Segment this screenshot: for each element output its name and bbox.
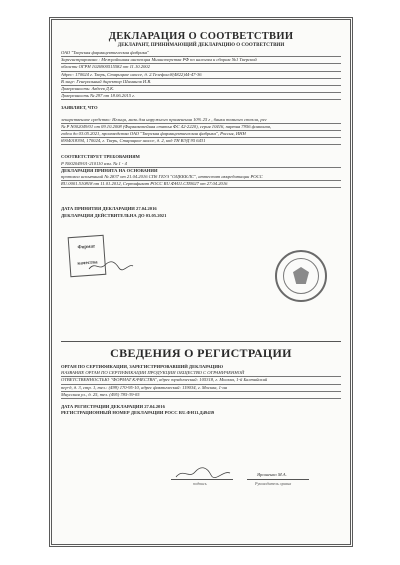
head-caption: Руководитель органа [255,481,292,486]
statement-line: годен до 03.05.2021, производства ОАО "Тверская фармацевтическая фабрика", Россия, ИНН [61,131,341,138]
registration-line: ОРГАН ПО СЕРТИФИКАЦИИ, ЗАРЕГИСТРИРОВАВШИЙ ДЕКЛАРАЦИЮ [61,364,224,369]
applicant-block [61,50,341,100]
head-signature [173,466,233,480]
eagle-emblem-icon [293,267,309,284]
name-line [247,479,309,480]
applicant-line: области ОГРН 1026900515582 от 11.10.2002 [61,64,341,71]
statement-label: ЗАЯВЛЯЕТ, ЧТО [61,105,98,111]
applicant-line: ОАО "Тверская фармацевтическая фабрика" [61,50,341,57]
applicant-line: Зарегистрировано : Межрайонная инспекция Министерства РФ по налогам и сборам №1 Тверской [61,57,341,64]
requirements-line: Р N002049/01-210110 изм. № 1 - 4 [61,161,341,168]
registration-date: ДАТА РЕГИСТРАЦИИ ДЕКЛАРАЦИИ 27.04.2016 [61,404,165,410]
registration-line: пер-д, д. 3, стр. 1, тел.: (499) 170-95-10, адрес фактический: 119034, г. Москва, 1-ая [61,385,341,392]
requirements-label: СООТВЕТСТВУЕТ ТРЕБОВАНИЯМ [61,154,140,160]
validity-date: ДЕКЛАРАЦИЯ ДЕЙСТВИТЕЛЬНА ДО 03.05.2021 [61,212,167,218]
statement-block [61,117,341,146]
declaration-title: ДЕКЛАРАЦИЯ О СООТВЕТСТВИИ [108,31,294,42]
stamp-text: Формат [77,244,96,251]
basis-label: ДЕКЛАРАЦИЯ ПРИНЯТА НА ОСНОВАНИИ [61,167,158,173]
registration-number: РЕГИСТРАЦИОННЫЙ НОМЕР ДЕКЛАРАЦИИ РОСС RU.ФН11.Д49439 [61,410,215,416]
basis-line: RU.0001.510818 от 11.01.2012, Сертификат РОСС RU.ФН11.СП0027 от 27.04.2016 [61,181,341,188]
registration-line: НАЗВАНИЕ ОРГАН ПО СЕРТИФИКАЦИИ ПРОДУКЦИИ ОБЩЕСТВО С ОГРАНИЧЕННОЙ [61,370,341,377]
registration-line: Миусская ул., д. 25, тел. (495) 785-39-05 [61,392,341,399]
acceptance-date: ДАТА ПРИНЯТИЯ ДЕКЛАРАЦИИ 27.04.2016 [61,206,157,212]
statement-line: 6904018394, 170024, г. Тверь, Старицкое шоссе, д. 2, код ТН ВЭД 95 6431 [61,138,341,145]
stamp-text: качества [77,260,98,267]
signature-caption: подпись [193,481,207,486]
applicant-heading: ДЕКЛАРАНТ, ПРИНИМАЮЩИЙ ДЕКЛАРАЦИЮ О СООТВЕТСТВИИ [117,43,285,48]
certification-body-stamp [68,235,107,277]
statement-line: № Р N002049/01 от 09.10.2008 (Фармакопейная статья ФС 42-2220), серия 10416, партия 7956 флаконов, [61,124,341,131]
applicant-line: Адрес: 170024 г. Тверь, Старицкое шоссе, д. 2.Телефон:8(4822)44-47-36 [61,72,341,79]
head-name: Ярошенко М.А. [257,472,287,477]
registration-section [61,338,341,416]
registration-title: СВЕДЕНИЯ О РЕГИСТРАЦИИ [110,346,292,360]
declaration-document [49,17,353,547]
applicant-line: Доверенность № 297 от 18.06.2015 г. [61,93,341,100]
applicant-seal-stamp [275,250,327,302]
applicant-line: В лице: Генеральный директор Шиманов И.В. [61,79,341,86]
signature-line [171,479,233,480]
applicant-line: Доверенность: Авдеев Д.К. [61,86,341,93]
registration-line: ОТВЕТСТВЕННОСТЬЮ "ФОРМАТ КАЧЕСТВА", адрес юридический: 105318, г. Москва, 1-й Балтийский [61,377,341,384]
statement-line: лекарственное средство: Иглица, мазь для наружного применения 10% 25 г , банки темного стекла, рег [61,117,341,124]
basis-line: протокол испытаний № 2837 от 21.04.2016 СПб ГБУЗ "ОЦКККЛС", аттестат аккредитации РОСС [61,174,341,181]
